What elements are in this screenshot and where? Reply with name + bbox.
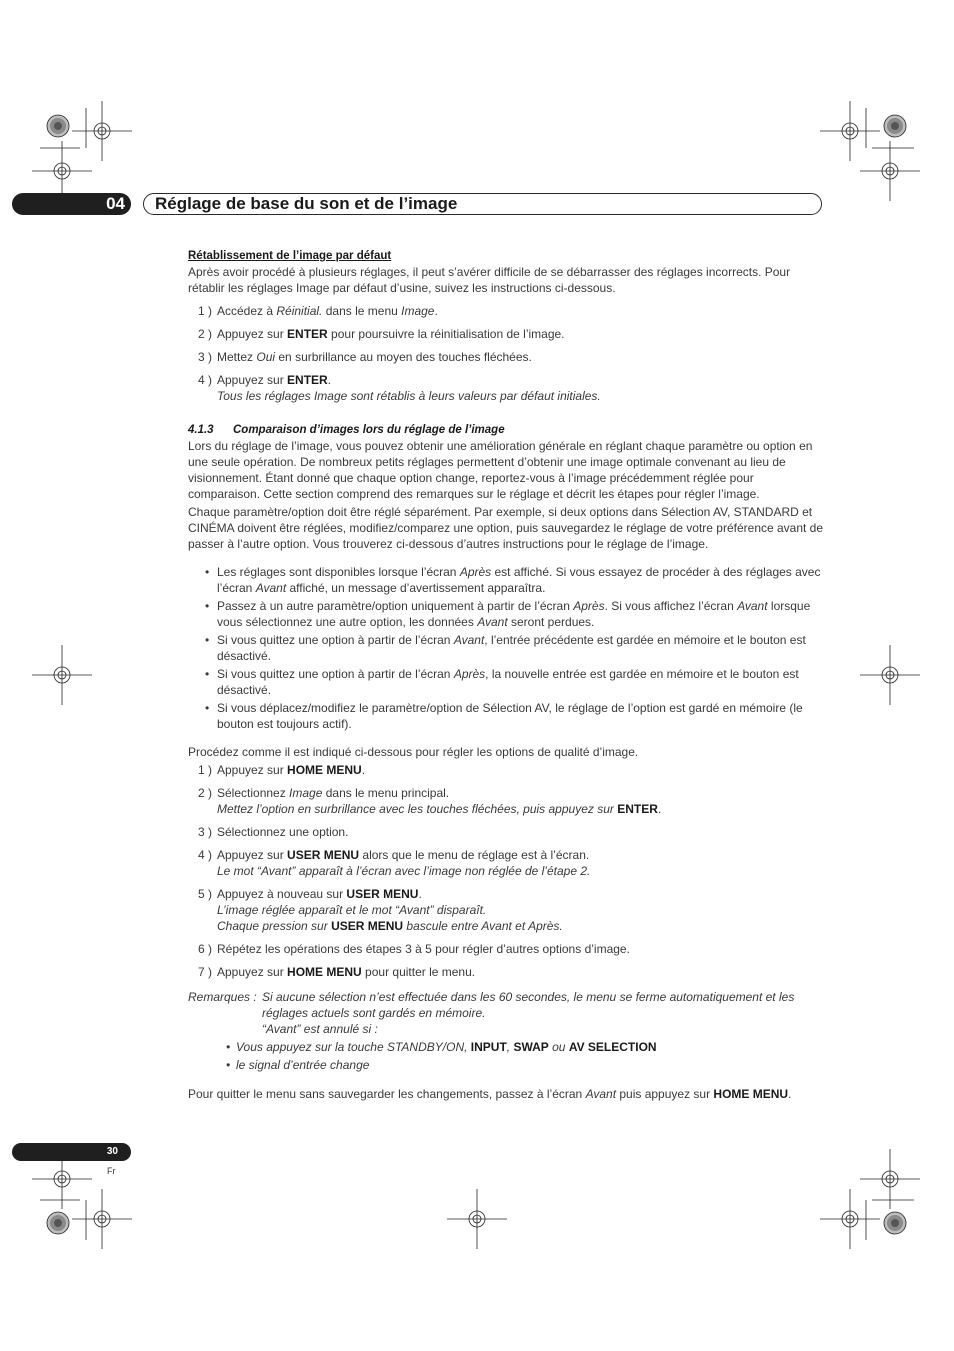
remarks-list-item: • Vous appuyez sur la touche STANDBY/ON, INPUT, SWAP ou AV SELECTION [188,1039,824,1055]
list-item: • Si vous quittez une option à partir de l’écran Avant, l’entrée précédente est gardée en mémoire et le bouton est désactivé. [188,632,824,664]
color-wheel-icon [47,115,69,137]
reset-step: 4 ) Appuyez sur ENTER. Tous les réglages Image sont rétablis à leurs valeurs par défaut initiales. [188,372,824,404]
section-heading-compare: 4.1.3 Comparaison d’images lors du réglage de l’image [188,424,505,436]
section-number: 4.1.3 [188,424,214,436]
notes-list [188,564,824,732]
reset-step: 1 ) Accédez à Réinitial. dans le menu Image. [198,304,438,318]
color-wheel-icon [884,1212,906,1234]
procedure-step: 7 ) Appuyez sur HOME MENU pour quitter le menu. [198,965,476,979]
page-content [188,248,824,1102]
reset-step: 2 ) Appuyez sur ENTER pour poursuivre la réinitialisation de l’image. [198,327,565,341]
procedure-step: 1 ) Appuyez sur HOME MENU. [198,763,366,777]
closing-note: Pour quitter le menu sans sauvegarder les changements, passez à l’écran Avant puis appuyez sur HOME MENU. [188,1087,792,1101]
page-number-badge [12,1143,131,1161]
reset-intro: Après avoir procédé à plusieurs réglages, il peut s’avérer difficile de se débarrasser des réglages incorrects. Pour rétablir les réglages Image par défaut d’usine, suivez les instructions ci-dessous. [188,265,791,295]
procedure-step: 2 ) Sélectionnez Image dans le menu principal. Mettez l’option en surbrillance avec les touches fléchées, puis appuyez sur ENTER. [198,786,662,816]
color-wheel-icon [47,1212,69,1234]
procedure-intro: Procédez comme il est indiqué ci-dessous pour régler les options de qualité d’image. [188,745,639,759]
chapter-number: 04 [106,194,125,213]
compare-para-2: Chaque paramètre/option doit être réglé séparément. Par exemple, si deux options dans Sélection AV, STANDARD et CINÉMA doivent être réglées, modifiez/comparez une option, puis sauvegardez le réglage de votre préférence avant de passer à l’autre option. Vous trouverez ci-dessous d’autres instructions pour le réglage de l’image. [188,505,824,551]
color-wheel-icon [884,115,906,137]
list-item: • Les réglages sont disponibles lorsque l’écran Après est affiché. Si vous essayez de procéder à des réglages avec l’écran Avant affiché, un message d’avertissement apparaîtra. [188,564,824,596]
procedure-step: 6 ) Répétez les opérations des étapes 3 à 5 pour régler d’autres options d’image. [198,942,630,956]
remarks-list-item: • le signal d’entrée change [188,1057,824,1073]
procedure-step: 4 ) Appuyez sur USER MENU alors que le menu de réglage est à l’écran. Le mot “Avant” apparaît à l’écran avec l’image non réglée de l’étape 2. [198,848,591,878]
procedure-step: 5 ) Appuyez à nouveau sur USER MENU. L’image réglée apparaît et le mot “Avant” disparaît. Chaque pression sur USER MENU bascule entre Avant et Après. [198,887,563,933]
step-result-note: Tous les réglages Image sont rétablis à leurs valeurs par défaut initiales. [217,389,601,403]
remarks: Remarques : Si aucune sélection n’est effectuée dans les 60 secondes, le menu se ferme automatiquement et les réglages actuels sont gardés en mémoire. “Avant” est annulé si : [188,990,795,1036]
remarks-label: Remarques : [188,990,257,1004]
chapter-number-badge [12,193,131,215]
compare-para-1: Lors du réglage de l’image, vous pouvez obtenir une amélioration générale en réglant chaque paramètre ou option en une seule opération. De nombreux petits réglages permettent d’obtenir une image optimale convenant au lieu de visionnement. Étant donné que chaque option change, reportez-vous à l’image précédemment réglée pour comparaison. Cette section comprend des remarques sur le réglage et décrit les étapes pour régler l’image. [188,439,813,501]
list-item: • Si vous quittez une option à partir de l’écran Après, la nouvelle entrée est gardée en mémoire et le bouton est désactivé. [188,666,824,698]
section-heading-reset: Rétablissement de l’image par défaut [188,250,392,262]
page-number: 30 [106,1146,118,1157]
chapter-title: Réglage de base du son et de l’image [155,194,458,213]
procedure-step: 3 ) Sélectionnez une option. [198,825,349,839]
page-language: Fr [107,1166,116,1176]
reset-step: 3 ) Mettez Oui en surbrillance au moyen des touches fléchées. [198,350,532,364]
list-item: • Si vous déplacez/modifiez le paramètre/option de Sélection AV, le réglage de l’option est gardé en mémoire (le bouton est toujours actif). [188,700,824,732]
list-item: • Passez à un autre paramètre/option uniquement à partir de l’écran Après. Si vous affichez l’écran Avant lorsque vous sélectionnez une autre option, les données Avant seront perdues. [188,598,824,630]
